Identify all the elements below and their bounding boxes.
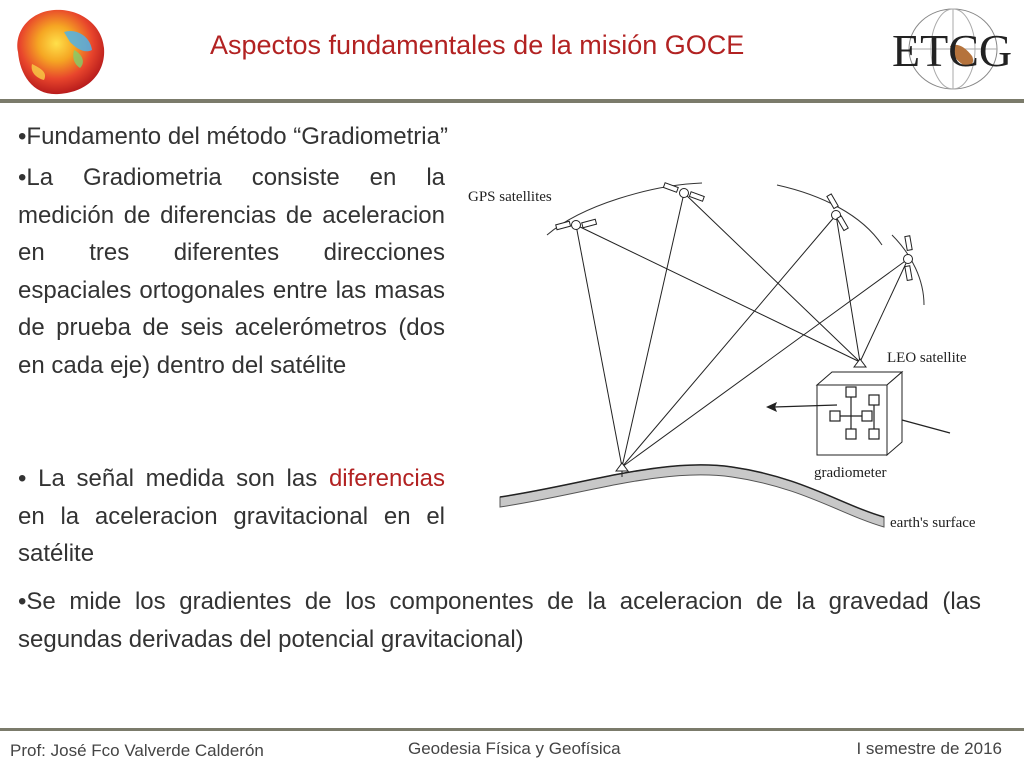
gradiometer-label: gradiometer bbox=[814, 465, 887, 481]
geoid-logo bbox=[4, 2, 110, 98]
footer-divider bbox=[0, 728, 1024, 731]
footer-semester: I semestre de 2016 bbox=[856, 739, 1002, 758]
gps-orbit-arc-2 bbox=[777, 185, 882, 245]
header-divider bbox=[0, 99, 1024, 103]
bullet-gradiometria: •La Gradiometria consiste en la medición de diferencias de aceleracion en tres diferentes direcciones espaciales ortogonales entre las masas de prueba de seis acelerómetros (dos en cada eje) dentro del satélite bbox=[18, 164, 445, 379]
slide-title: Aspectos fundamentales de la misión GOCE bbox=[210, 30, 745, 60]
etcg-logo bbox=[888, 4, 1018, 94]
etcg-logo-text: ETCG bbox=[892, 25, 1013, 76]
gps-satellite-icon bbox=[663, 183, 704, 201]
pointer-line bbox=[902, 420, 950, 433]
bullet-senal-text-pre: • La señal medida son las bbox=[18, 465, 318, 492]
highlight-diferencias: diferencias bbox=[328, 465, 445, 492]
gps-satellites-label: GPS satellites bbox=[468, 189, 552, 205]
gps-satellite-icon bbox=[904, 236, 913, 281]
bullet-gradientes: •Se mide los gradientes de los componentes de la aceleracion de la gravedad (las segundas derivadas del potencial gravitacional) bbox=[18, 588, 981, 653]
leo-satellite-label: LEO satellite bbox=[887, 350, 967, 366]
footer-course: Geodesia Física y Geofísica bbox=[408, 739, 621, 758]
earth-surface-label: earth's surface bbox=[890, 515, 976, 531]
gps-orbit-arc-1 bbox=[547, 183, 702, 235]
bullet-senal-text-post: en la aceleracion gravitacional en el satélite bbox=[18, 502, 445, 567]
bullet-senal-medida bbox=[18, 460, 445, 573]
bullet-fundamento: •Fundamento del método “Gradiometria” bbox=[18, 123, 448, 150]
gps-satellite-icon bbox=[556, 219, 597, 229]
gradiometry-diagram bbox=[462, 175, 1022, 545]
gradiometer-cube bbox=[817, 372, 902, 455]
footer-author: Prof: José Fco Valverde Calderón bbox=[10, 741, 264, 760]
